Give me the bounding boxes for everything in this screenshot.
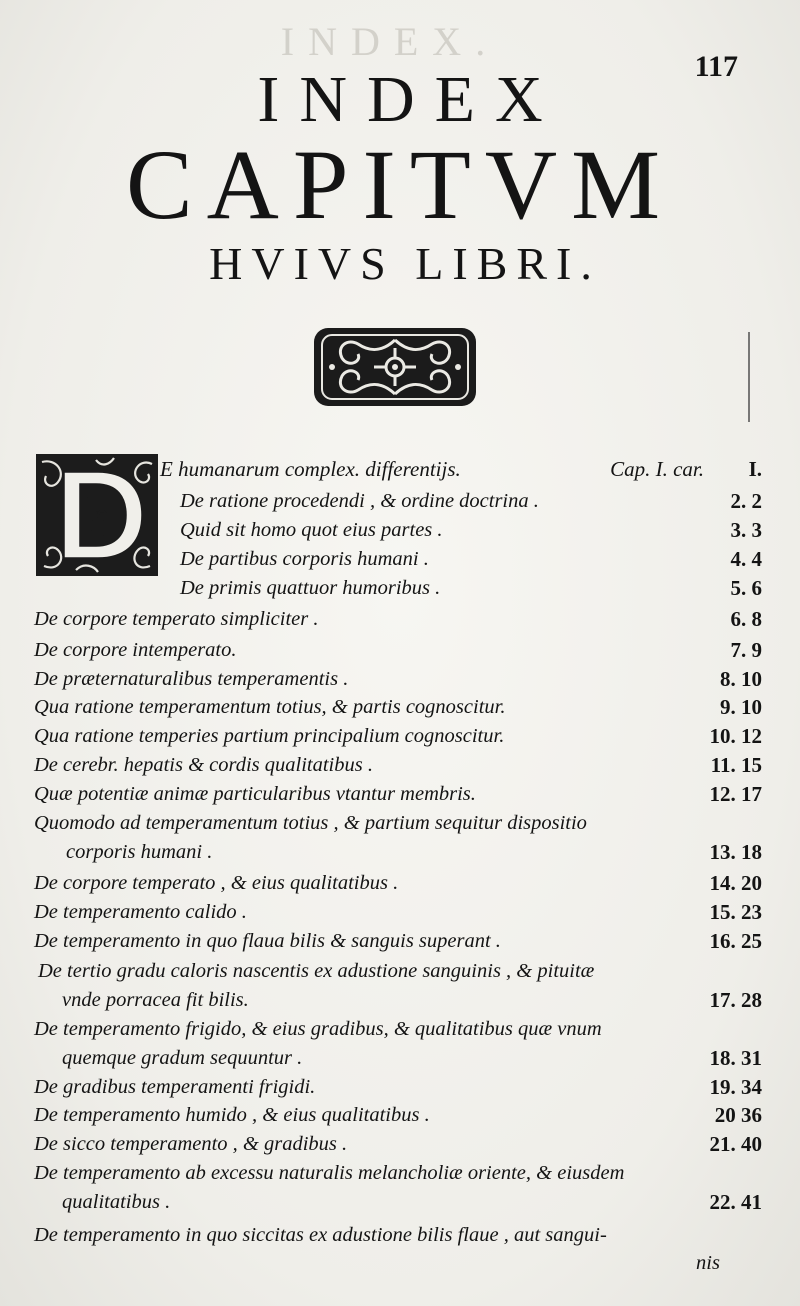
entry-numbers: 17. 28	[709, 988, 762, 1012]
entry-title: Quid sit homo quot eius partes .	[180, 519, 443, 541]
entry-title: De gradibus temperamenti frigidi.	[34, 1076, 316, 1098]
entry-numbers: 18. 31	[709, 1046, 762, 1070]
entry-numbers: 21. 40	[709, 1132, 762, 1156]
entry-title: De sicco temperamento , & gradibus .	[34, 1133, 348, 1155]
entry-numbers: 2. 2	[730, 489, 762, 513]
entry-folio: I.	[748, 457, 762, 481]
entry-numbers: 13. 18	[709, 840, 762, 864]
title-line-capitum: CAPITVM	[125, 129, 675, 240]
entry-title: De partibus corporis humani .	[180, 548, 429, 570]
entry-numbers: 5. 6	[730, 576, 762, 600]
entry-title-continuation: vnde porracea fit bilis.	[62, 989, 249, 1011]
entry-chapter-label: Cap. I. car.	[610, 457, 704, 481]
entry-numbers: 7. 9	[730, 638, 762, 662]
entry-numbers: 9. 10	[720, 695, 762, 719]
title-line-huius-libri: HVIVS LIBRI.	[209, 238, 601, 289]
entry-title: Quomodo ad temperamentum totius , & partium sequitur dispositio	[34, 812, 587, 834]
entry-title: De cerebr. hepatis & cordis qualitatibus .	[34, 754, 373, 776]
entry-title: De primis quattuor humoribus .	[180, 577, 441, 599]
entry-title-continuation: qualitatibus .	[62, 1191, 171, 1213]
entry-title-continuation: nis	[696, 1252, 720, 1274]
entry-title: De temperamento in quo siccitas ex adustione bilis flaue , aut sangui-	[34, 1224, 607, 1246]
entry-numbers: 8. 10	[720, 667, 762, 691]
entry-title: De temperamento frigido, & eius gradibus, & qualitatibus quæ vnum	[34, 1018, 602, 1040]
entry-title: De tertio gradu caloris nascentis ex adustione sanguinis , & pituitæ	[38, 960, 595, 982]
entry-title: De ratione procedendi , & ordine doctrina .	[180, 490, 539, 512]
entry-title: De temperamento humido , & eius qualitatibus .	[34, 1104, 430, 1126]
entry-title: De temperamento ab excessu naturalis melancholiæ oriente, & eiusdem	[34, 1162, 625, 1184]
entry-numbers: 4. 4	[730, 547, 762, 571]
entry-title: De præternaturalibus temperamentis .	[34, 668, 349, 690]
entry-numbers: 19. 34	[709, 1075, 762, 1099]
entry-title: De corpore temperato simpliciter .	[34, 608, 319, 630]
entry-title-continuation: quemque gradum sequuntur .	[62, 1047, 303, 1069]
entry-title: De corpore intemperato.	[34, 639, 237, 661]
entry-title: De temperamento calido .	[34, 901, 247, 923]
entry-title-continuation: corporis humani .	[66, 841, 213, 863]
entry-numbers: 12. 17	[709, 782, 762, 806]
entry-numbers: 15. 23	[709, 900, 762, 924]
page-number: 117	[694, 50, 738, 83]
entry-title: Quæ potentiæ animæ particularibus vtantur membris.	[34, 783, 476, 805]
bleed-through-header: INDEX.	[280, 19, 500, 64]
entry-numbers: 20 36	[714, 1103, 762, 1127]
entry-title: De temperamento in quo flaua bilis & sanguis superant .	[34, 930, 501, 952]
entry-numbers: 6. 8	[730, 607, 762, 631]
entry-title: Qua ratione temperies partium principalium cognoscitur.	[34, 725, 505, 747]
entry-numbers: 11. 15	[710, 753, 762, 777]
entry-title: De corpore temperato , & eius qualitatibus .	[34, 872, 399, 894]
entry-numbers: 16. 25	[709, 929, 762, 953]
entry-numbers: 22. 41	[709, 1190, 762, 1214]
title-line-index: INDEX	[257, 63, 563, 136]
entry-title: E humanarum complex. differentijs.	[160, 457, 461, 481]
entry-numbers: 3. 3	[730, 518, 762, 542]
entry-numbers: 10. 12	[709, 724, 762, 748]
entry-numbers: 14. 20	[709, 871, 762, 895]
entry-title: Qua ratione temperamentum totius, & partis cognoscitur.	[34, 696, 506, 718]
